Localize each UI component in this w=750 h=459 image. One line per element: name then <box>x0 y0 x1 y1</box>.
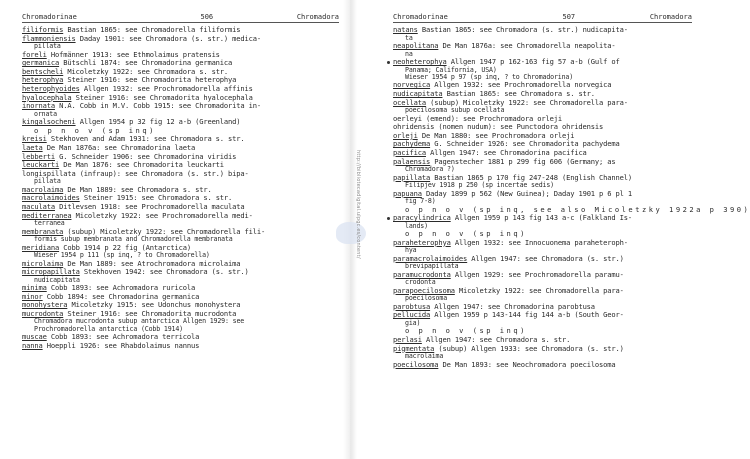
species-name: papillata <box>393 172 431 182</box>
species-reference: Allgen 1932: see Innocuonema paraheteroph- <box>450 237 628 247</box>
bullet-marker-icon <box>387 217 390 220</box>
left-running-header <box>22 13 339 23</box>
entry-status-note: o p n o v (sp inq) <box>405 229 527 239</box>
species-name: pigmentata <box>393 343 435 353</box>
species-entry <box>393 361 692 370</box>
entry-continuation: lands) <box>405 221 428 230</box>
species-name: palaensis <box>393 156 431 166</box>
right-header-title: Chromadorinae <box>393 13 448 21</box>
right-running-header <box>393 13 692 23</box>
entry-continuation: crodonta <box>405 278 436 287</box>
species-reference: (subup) Allgen 1933: see Chromadora (s. str.) <box>434 343 624 353</box>
species-name: orleji <box>393 130 418 140</box>
species-reference: De Man 1876a: see Chromadorella neapolita- <box>438 41 616 50</box>
species-name: parobtusa <box>393 301 431 311</box>
species-reference: Bütschli 1874: see Chromadorina germanica <box>59 58 233 68</box>
species-name: papuana <box>393 188 422 198</box>
species-name: paramacrolaimoides <box>393 253 468 263</box>
species-name: paramucrodonta <box>393 269 451 279</box>
entry-continuation: brevipapillata <box>405 262 459 271</box>
species-name: paraheterophya <box>393 237 451 247</box>
species-name: pachydema <box>393 139 431 149</box>
entry-continuation: ornata <box>34 109 57 118</box>
species-reference: G. Schneider 1906: see Chromadorina viridis <box>54 151 237 161</box>
species-reference: Cobb 1894: see Chromadorina germanica <box>42 291 200 301</box>
species-entry <box>22 212 339 221</box>
species-name: macrolaimoides <box>22 193 80 203</box>
species-name: perlasi <box>393 334 422 344</box>
species-reference: Cobb 1893: see Achromadora ruricola <box>46 283 196 293</box>
species-name: parapoecilosoma <box>393 285 455 295</box>
species-reference: Allgen 1947: see Chromadora s. str. <box>421 334 571 344</box>
species-entry <box>22 35 339 44</box>
species-name: monohystera <box>22 300 68 310</box>
entry-continuation: macrolaima <box>405 352 444 361</box>
species-name: membranata <box>22 226 64 236</box>
species-name: natans <box>393 25 418 34</box>
species-name: foreli <box>22 49 47 59</box>
species-name: mediterranea <box>22 210 72 220</box>
right-header-genus: Chromadora <box>649 13 692 21</box>
species-name: germanica <box>22 58 60 68</box>
species-reference: Steiner 1916: see Chromadorita hyalocephala <box>71 92 253 102</box>
species-name: meridiana <box>22 242 60 252</box>
species-reference: (subup) Micoletzky 1922: see Chromadorella fili- <box>63 226 266 236</box>
species-entry <box>22 102 339 111</box>
species-entry <box>393 26 692 35</box>
species-reference: Allgen 1947: see Chromadorina pacifica <box>425 147 587 157</box>
bullet-marker-icon <box>387 61 390 64</box>
species-reference: Hofmänner 1913: see Ethmolaimus pratensis <box>46 49 220 59</box>
species-reference: Pagenstecher 1881 p 299 fig 606 (Germany; as <box>430 156 616 166</box>
species-name: minima <box>22 283 47 293</box>
species-name: minor <box>22 291 43 301</box>
species-reference: De Man 1876a: see Chromadorina laeta <box>42 142 196 152</box>
species-name: pacifica <box>393 147 426 157</box>
species-reference: De Man 1889: see Chromadora s. str. <box>63 184 212 194</box>
species-reference: ohridensis (nomen nudum): see Punctodora ohridensis <box>393 122 604 132</box>
species-reference: Bastian 1865: see Chromadora (s. str.) nudicapita- <box>417 25 628 34</box>
species-reference: Allgen 1954 p 32 fig 12 a-b (Greenland) <box>75 117 241 127</box>
entry-status-note: o p n o v (sp inq) <box>405 326 527 336</box>
entry-continuation: Chromadora ?) <box>405 165 455 174</box>
species-name: hyalocephala <box>22 92 72 102</box>
left-header-genus: Chromadora <box>296 13 339 21</box>
species-reference: Allgen 1947: see Chromadora (s. str.) <box>467 253 624 263</box>
species-entry <box>22 342 339 351</box>
species-entry <box>393 190 692 199</box>
species-reference: De Man 1893: see Neochromadora poecilosoma <box>438 359 616 369</box>
entry-continuation: pillata <box>34 177 61 186</box>
species-reference: Allgen 1929: see Prochromadorella paramu- <box>450 269 624 279</box>
entry-continuation: Filipjev 1918 p 250 (sp incertae sedis) <box>405 181 554 190</box>
species-entry <box>393 239 692 248</box>
species-name: neoheterophya <box>393 57 447 66</box>
species-reference: Ditlevsen 1918: see Prochromadorella maculata <box>54 201 245 211</box>
species-reference: De Man 1889: see Atrochromadora microlaima <box>63 258 241 268</box>
entry-continuation: hya <box>405 246 417 255</box>
species-entry <box>393 271 692 280</box>
entry-continuation: na <box>405 49 413 58</box>
species-name: micropapillata <box>22 267 80 277</box>
species-reference: G. Schneider 1926: see Chromadorita pachydema <box>430 139 620 149</box>
species-reference: Allgen 1959 p 143 fig 143 a-c (Falkland Is- <box>450 213 633 223</box>
entry-status-note: o p n o v (sp inq, see also Micoletzky 1922a p 390) <box>405 204 750 214</box>
entry-continuation: poecilosoma <box>405 294 448 303</box>
species-reference: Allgen 1932: see Prochromadorella norvegica <box>430 80 612 90</box>
species-reference: Micoletzky 1922: see Chromadora s. str. <box>63 66 229 76</box>
species-reference: De Man 1880: see Prochromadora orleji <box>417 130 575 140</box>
entry-continuation: terranea <box>34 219 65 228</box>
species-reference: Micoletzky 1922: see Prochromadorella medi- <box>71 210 253 220</box>
left-page-number: 506 <box>200 13 214 21</box>
species-reference: Steiner 1916: see Chromadorita mucrodonta <box>63 308 237 318</box>
species-name: flammoniensis <box>22 33 76 43</box>
species-reference: Stekhoven 1942: see Chromadora (s. str.) <box>79 267 249 277</box>
species-name: pellucida <box>393 310 431 320</box>
species-name: muscae <box>22 332 47 342</box>
entry-continuation: Wieser 1954 p 111 (sp inq, ? to Chromadorella) <box>34 251 210 260</box>
right-page <box>355 0 750 459</box>
species-reference: oerleyi (emend): see Prochromadora orleji <box>393 113 562 123</box>
species-reference: Allgen 1947 p 162-163 fig 57 a-b (Gulf of <box>446 57 620 66</box>
species-name: inornata <box>22 101 55 111</box>
species-reference: Bastian 1865 p 170 fig 247-248 (English Channel) <box>430 172 633 182</box>
species-reference: Micoletzky 1922: see Chromadorella para- <box>454 285 624 295</box>
species-reference: Allgen 1959 p 143-144 fig 144 a-b (South Geor- <box>430 310 624 320</box>
species-name: ocellata <box>393 97 426 107</box>
species-name: heterophya <box>22 75 64 85</box>
right-entries <box>393 25 750 369</box>
species-name: paracylindrica <box>393 213 451 223</box>
species-reference: Cobb 1914 p 22 fig (Antarctica) <box>59 242 191 252</box>
species-reference: Daday 1899 p 562 (New Guinea); Daday 1901 p 6 pl 1 <box>421 188 633 198</box>
species-reference: Bastian 1865: see Chromadora s. str. <box>442 89 595 98</box>
species-reference: Stekhoven and Adam 1931: see Chromadora s. str. <box>46 134 245 144</box>
species-entry <box>393 311 692 320</box>
species-reference: De Man 1876: see Chromadorita leuckarti <box>59 160 224 170</box>
species-reference: Steiner 1916: see Chromadorita heterophya <box>63 75 237 85</box>
entry-continuation: Chromadora mucrodonta subup antarctica Allgen 1929: see <box>34 317 245 326</box>
entry-continuation: Prochromadorella antarctica (Cobb 1914) <box>34 324 183 333</box>
species-name: heterophyoides <box>22 83 80 93</box>
species-name: microlaima <box>22 258 64 268</box>
species-reference: Cobb 1893: see Achromadora terricola <box>46 332 200 342</box>
entry-continuation: formis subup membranata and Chromadorella membranata <box>34 235 233 244</box>
species-reference: Bastian 1865: see Chromadorella filiformis <box>63 25 241 34</box>
species-name: poecilosoma <box>393 359 439 369</box>
entry-continuation: Wieser 1954 p 97 (sp inq, ? to Chromadorina) <box>405 73 574 81</box>
gutter-url-text: http://bibliotecadigital.ulpgc.es/content/ <box>355 150 361 259</box>
species-reference: Allgen 1932: see Prochromadorella affinis <box>79 83 253 93</box>
species-entry <box>393 42 692 51</box>
entry-continuation: poecilosoma subup ocellata <box>405 106 505 115</box>
species-reference: Hoeppli 1926: see Rhabdolaimus nannus <box>42 340 200 350</box>
species-reference: Steiner 1915: see Chromadora s. str. <box>79 193 233 203</box>
entry-continuation: Panama; California, USA) <box>405 65 497 74</box>
species-entry <box>393 58 692 67</box>
species-name: macrolaima <box>22 184 64 194</box>
right-page-number: 507 <box>562 13 576 21</box>
entry-continuation: pillata <box>34 42 61 51</box>
left-entries <box>22 26 339 350</box>
species-name: lebberti <box>22 151 55 161</box>
species-name: kreisi <box>22 134 47 144</box>
species-name: nudicapitata <box>393 89 443 98</box>
species-name: kingalsocheni <box>22 117 76 127</box>
left-header-title: Chromadorinae <box>22 13 77 21</box>
species-name: nanna <box>22 340 43 350</box>
species-reference: (subup) Micoletzky 1922: see Chromadorella para- <box>425 97 628 107</box>
entry-continuation: fig 7-8) <box>405 197 436 206</box>
species-name: filiformis <box>22 25 64 34</box>
species-name: maculata <box>22 201 55 211</box>
left-page <box>0 0 345 459</box>
entry-status-note: o p n o v (sp inq) <box>34 125 156 135</box>
species-name: neapolitana <box>393 41 439 50</box>
species-reference: Allgen 1947: see Chromadorina parobtusa <box>430 301 595 311</box>
species-entry <box>393 214 692 223</box>
species-reference: N.A. Cobb in M.V. Cobb 1915: see Chromadorita in- <box>54 101 262 111</box>
species-name: laeta <box>22 142 43 152</box>
species-reference: longispillata (infraup): see Chromadora (s. str.) bipa- <box>22 168 249 178</box>
entry-continuation: nudicapitata <box>34 275 80 284</box>
entry-continuation: ta <box>405 33 413 42</box>
species-name: leuckarti <box>22 160 60 170</box>
species-entry <box>22 170 339 179</box>
species-name: mucrodonta <box>22 308 64 318</box>
species-name: norvegica <box>393 80 431 90</box>
species-reference: Micoletzky 1915: see Udonchus monohystera <box>67 300 241 310</box>
species-name: bentscheli <box>22 66 64 76</box>
species-reference: Daday 1901: see Chromadora (s. str.) medica- <box>75 33 262 43</box>
entry-continuation: gia) <box>405 318 421 327</box>
